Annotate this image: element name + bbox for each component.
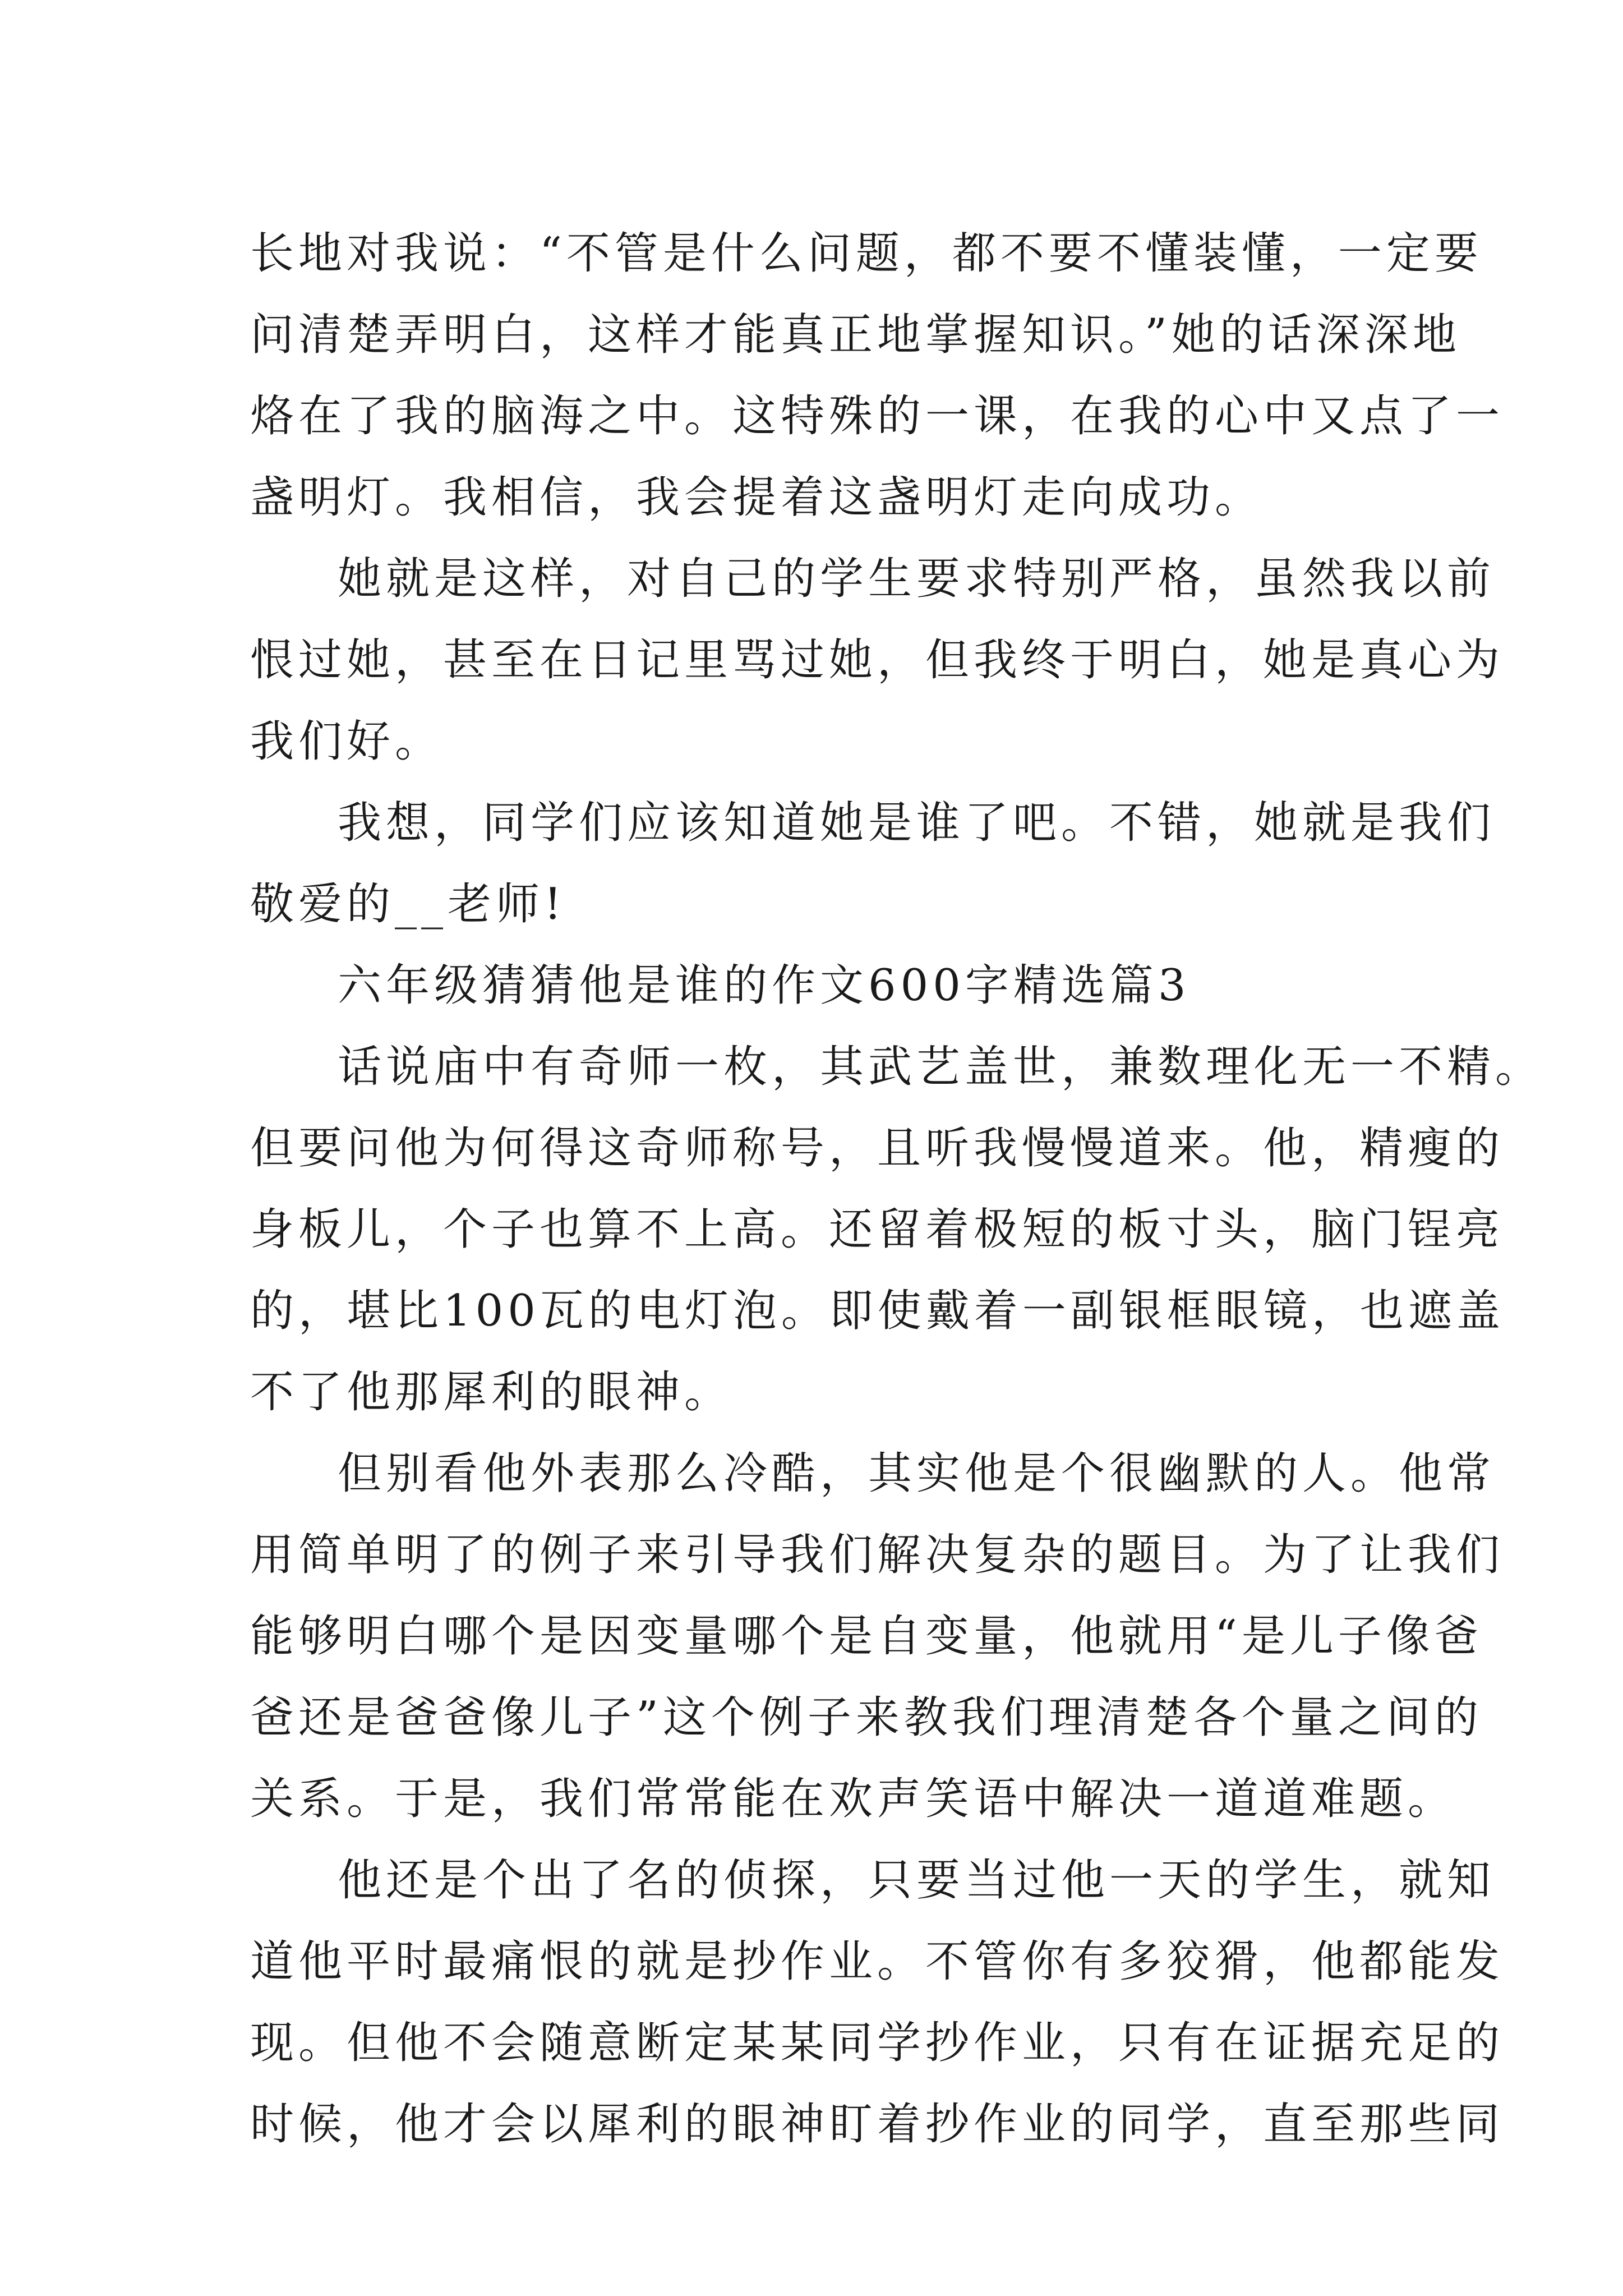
text-line: 他还是个出了名的侦探，只要当过他一天的学生，就知 bbox=[338, 1855, 1496, 1906]
text-line: 我们好。 bbox=[250, 716, 444, 767]
text-line: 身板儿，个子也算不上高。还留着极短的板寸头，脑门锃亮 bbox=[250, 1204, 1505, 1255]
text-line: 但要问他为何得这奇师称号，且听我慢慢道来。他，精瘦的 bbox=[250, 1123, 1505, 1174]
text-line: 我想，同学们应该知道她是谁了吧。不错，她就是我们 bbox=[338, 798, 1496, 848]
text-line: 问清楚弄明白，这样才能真正地掌握知识。”她的话深深地 bbox=[250, 310, 1461, 360]
text-line: 长地对我说：“不管是什么问题，都不要不懂装懂，一定要 bbox=[250, 228, 1483, 279]
text-line: 关系。于是，我们常常能在欢声笑语中解决一道道难题。 bbox=[250, 1774, 1456, 1824]
text-line: 道他平时最痛恨的就是抄作业。不管你有多狡猾，他都能发 bbox=[250, 1936, 1505, 1987]
text-line: 话说庙中有奇师一枚，其武艺盖世，兼数理化无一不精。 bbox=[338, 1042, 1544, 1092]
text-line: 时候，他才会以犀利的眼神盯着抄作业的同学，直至那些同 bbox=[250, 2099, 1505, 2150]
text-line: 不了他那犀利的眼神。 bbox=[250, 1367, 733, 1418]
text-line: 恨过她，甚至在日记里骂过她，但我终于明白，她是真心为 bbox=[250, 635, 1505, 685]
text-line: 敬爱的__老师! bbox=[250, 879, 566, 930]
text-line: 的，堪比100瓦的电灯泡。即使戴着一副银框眼镜，也遮盖 bbox=[250, 1286, 1505, 1336]
text-line: 她就是这样，对自己的学生要求特别严格，虽然我以前 bbox=[338, 554, 1496, 604]
text-line: 能够明白哪个是因变量哪个是自变量，他就用“是儿子像爸 bbox=[250, 1611, 1483, 1662]
text-line: 但别看他外表那么冷酷，其实他是个很幽默的人。他常 bbox=[338, 1448, 1496, 1499]
text-line: 用简单明了的例子来引导我们解决复杂的题目。为了让我们 bbox=[250, 1530, 1505, 1580]
text-line: 六年级猜猜他是谁的作文600字精选篇3 bbox=[338, 960, 1191, 1011]
text-line: 盏明灯。我相信，我会提着这盏明灯走向成功。 bbox=[250, 472, 1264, 523]
document-body bbox=[250, 213, 1544, 2165]
text-line: 爸还是爸爸像儿子”这个例子来教我们理清楚各个量之间的 bbox=[250, 1692, 1483, 1743]
text-line: 现。但他不会随意断定某某同学抄作业，只有在证据充足的 bbox=[250, 2018, 1505, 2068]
text-line: 烙在了我的脑海之中。这特殊的一课，在我的心中又点了一 bbox=[250, 391, 1505, 441]
